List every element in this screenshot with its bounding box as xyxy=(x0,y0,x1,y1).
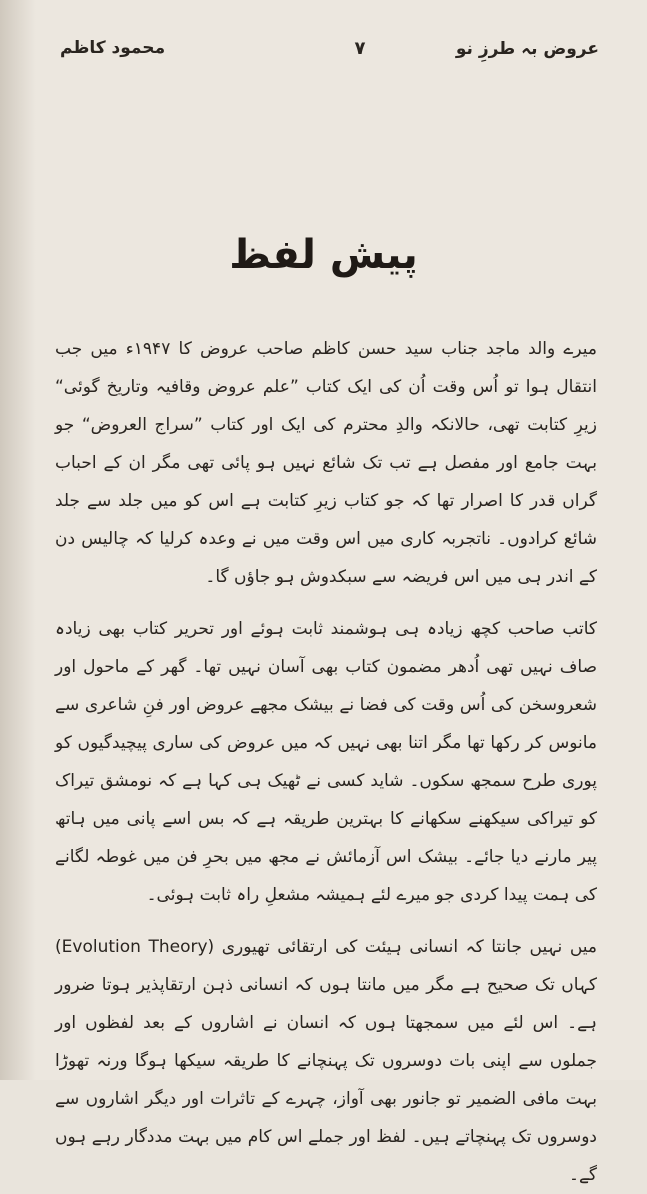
body-text xyxy=(55,330,597,1194)
running-header xyxy=(60,38,599,68)
paragraph: میں نہیں جانتا کہ انسانی ہیئت کی ارتقائی تھیوری (Evolution Theory) کہاں تک صحیح ہے مگر میں مانتا ہوں کہ انسانی ذہن ارتقاپذیر ہوتا ضرور ہے۔ اس لئے میں سمجھتا ہوں کہ انسان نے اشاروں کے بعد لفظوں اور جملوں سے اپنی بات دوسروں تک پہنچانے کا طریقہ سیکھا ہوگا ورنہ تھوڑا بہت مافی الضمیر تو جانور بھی آواز، چہرے کے تاثرات اور دیگر اشاروں سے دوسروں تک پہنچاتے ہیں۔ لفظ اور جملے اس کام میں بہت مددگار رہے ہوں گے۔ xyxy=(55,937,597,1185)
paragraph: کاتب صاحب کچھ زیادہ ہی ہوشمند ثابت ہوئے اور تحریر کتاب بھی زیادہ صاف نہیں تھی اُدھر مضمون کتاب بھی آسان نہیں تھا۔ گھر کے ماحول اور شعروسخن کی اُس وقت کی فضا نے بیشک مجھے عروض اور فنِ شاعری سے مانوس کر رکھا تھا مگر اتنا بھی نہیں کہ میں عروض کی ساری پیچیدگیوں کو پوری طرح سمجھ سکوں۔ شاید کسی نے ٹھیک ہی کہا ہے کہ نومشق تیراک کو تیراکی سیکھنے سکھانے کا بہترین طریقہ ہے کہ بس اسے پانی میں ہاتھ پیر مارنے دیا جائے۔ بیشک اس آزمائش نے مجھ میں بحرِ فن میں غوطہ لگانے کی ہمت پیدا کردی جو میرے لئے ہمیشہ مشعلِ راہ ثابت ہوئی۔ xyxy=(55,619,597,905)
author-name: محمود کاظم xyxy=(60,38,166,58)
paragraph: میرے والد ماجد جناب سید حسن کاظم صاحب عروض کا ۱۹۴۷ء میں جب انتقال ہوا تو اُس وقت اُن کی ایک کتاب ”علم عروض وقافیہ وتاریخ گوئی“ زیرِ کتابت تھی، حالانکہ والدِ محترم کی ایک اور کتاب ”سراج العروض“ جو بہت جامع اور مفصل ہے تب تک شائع نہیں ہو پائی تھی مگر ان کے احباب گراں قدر کا اصرار تھا کہ جو کتاب زیرِ کتابت ہے اس کو میں جلد سے جلد شائع کرادوں۔ ناتجربہ کاری میں اس وقت میں نے وعدہ کرلیا کہ چالیس دن کے اندر ہی میں اس فریضہ سے سبکدوش ہو جاؤں گا۔ xyxy=(55,339,597,587)
book-title: عروض بہ طرزِ نو xyxy=(455,39,599,59)
page-title: پیش لفظ xyxy=(229,232,418,278)
page-number: ۷ xyxy=(354,38,366,59)
page-gutter-shadow xyxy=(0,0,36,1080)
